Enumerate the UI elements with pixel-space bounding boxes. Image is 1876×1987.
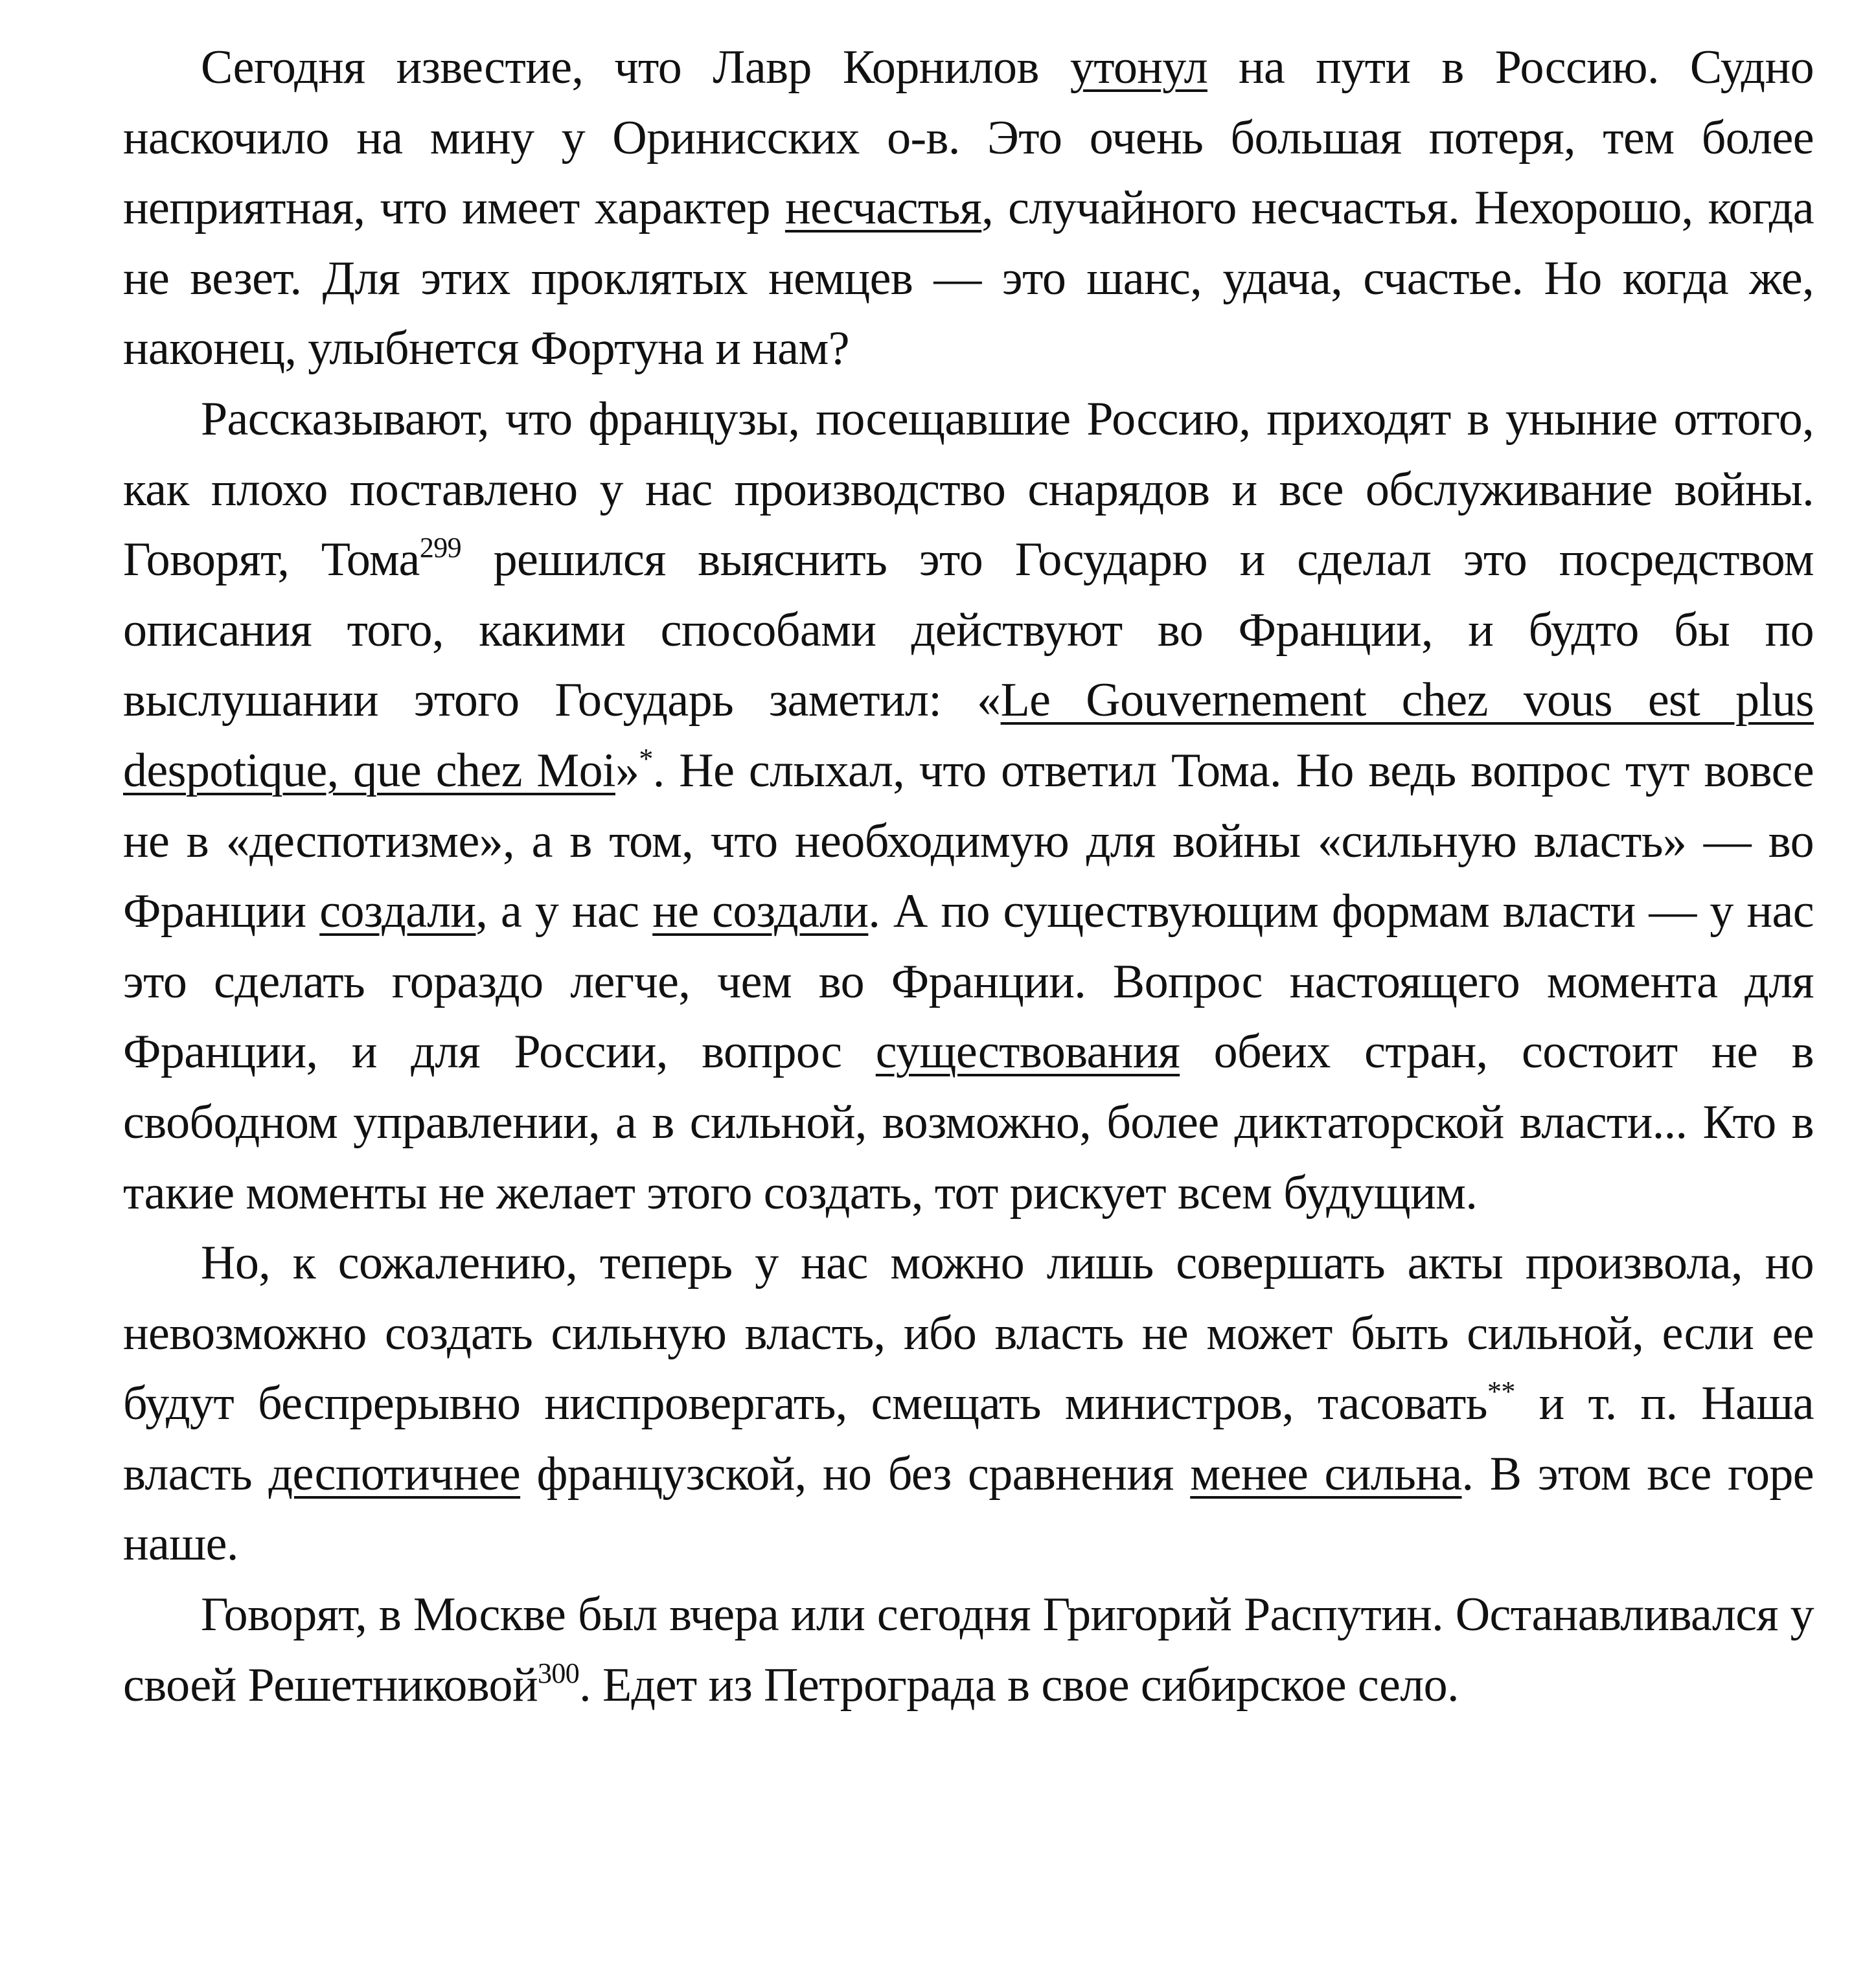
text-segment: Рассказывают, что французы, посещавшие Россию, приходят в уныние оттого, как плохо поставлено у нас производство снарядов и все обслуживание войны. Говорят, Тома <box>123 392 1814 587</box>
underlined-phrase: утонул <box>1070 41 1207 94</box>
text-segment: . Не слыхал, что ответил Тома. Но ведь вопрос тут вовсе не в «деспотизме», а в том, что необходимую для войны «сильную власть» — во Франции <box>123 744 1814 938</box>
text-segment: и т. п. Наша власть <box>123 1377 1814 1501</box>
paragraph-kornilov <box>123 32 1814 384</box>
document-page <box>123 32 1814 1720</box>
footnote-marker: 300 <box>537 1657 580 1689</box>
underlined-phrase: существования <box>875 1025 1180 1079</box>
text-segment: . В этом все горе наше. <box>123 1447 1814 1571</box>
footnote-marker: ** <box>1487 1376 1515 1408</box>
text-segment: . Едет из Петрограда в свое сибирское село. <box>579 1658 1459 1712</box>
text-segment: , случайного несчастья. Нехорошо, когда не везет. Для этих проклятых немцев — это шанс, удача, счастье. Но когда же, наконец, улыбнется Фортуна и нам? <box>123 181 1814 376</box>
text-segment: Сегодня известие, что Лавр Корнилов <box>201 41 1070 94</box>
underlined-phrase: деспотичнее <box>268 1447 521 1501</box>
text-segment: французской, но без сравнения <box>520 1447 1191 1501</box>
text-segment: . А по существующим формам власти — у нас это сделать гораздо легче, чем во Франции. Вопрос настоящего момента для Франции, и для России, вопрос <box>123 885 1814 1079</box>
footnote-marker: * <box>639 742 653 775</box>
text-segment: решился выяснить это Государю и сделал это посредством описания того, какими способами действуют во Франции, и будто бы по выслушании этого Государь заметил: « <box>123 533 1814 727</box>
paragraph-rasputin <box>123 1580 1814 1720</box>
text-segment: обеих стран, состоит не в свободном управлении, а в сильной, возможно, более диктаторской власти... Кто в такие моменты не желает этого создать, тот рискует всем будущим. <box>123 1025 1814 1220</box>
text-segment: » <box>615 744 639 797</box>
text-segment: Говорят, в Москве был вчера или сегодня Григорий Распутин. Останавливался у своей Решетниковой <box>123 1588 1814 1712</box>
text-segment: Но, к сожалению, теперь у нас можно лишь совершать акты произвола, но невозможно создать сильную власть, ибо власть не может быть сильной, если ее будут беспрерывно ниспровергать, смещать министров, тасовать <box>123 1236 1814 1431</box>
french-quote: Le Gouvernement chez vous est plus despotique, que chez Moi <box>123 674 1814 797</box>
paragraph-french-visit <box>123 384 1814 1228</box>
underlined-phrase: не создали <box>652 885 869 938</box>
text-segment: на пути в Россию. Судно наскочило на мину у Оринисских о-в. Это очень большая потеря, тем более неприятная, что имеет характер <box>123 41 1814 235</box>
paragraph-power <box>123 1228 1814 1580</box>
underlined-phrase: создали <box>319 885 476 938</box>
text-segment: , а у нас <box>475 885 653 938</box>
underlined-phrase: менее сильна <box>1190 1447 1462 1501</box>
footnote-marker: 299 <box>419 532 462 564</box>
underlined-phrase: несчастья <box>784 181 982 235</box>
